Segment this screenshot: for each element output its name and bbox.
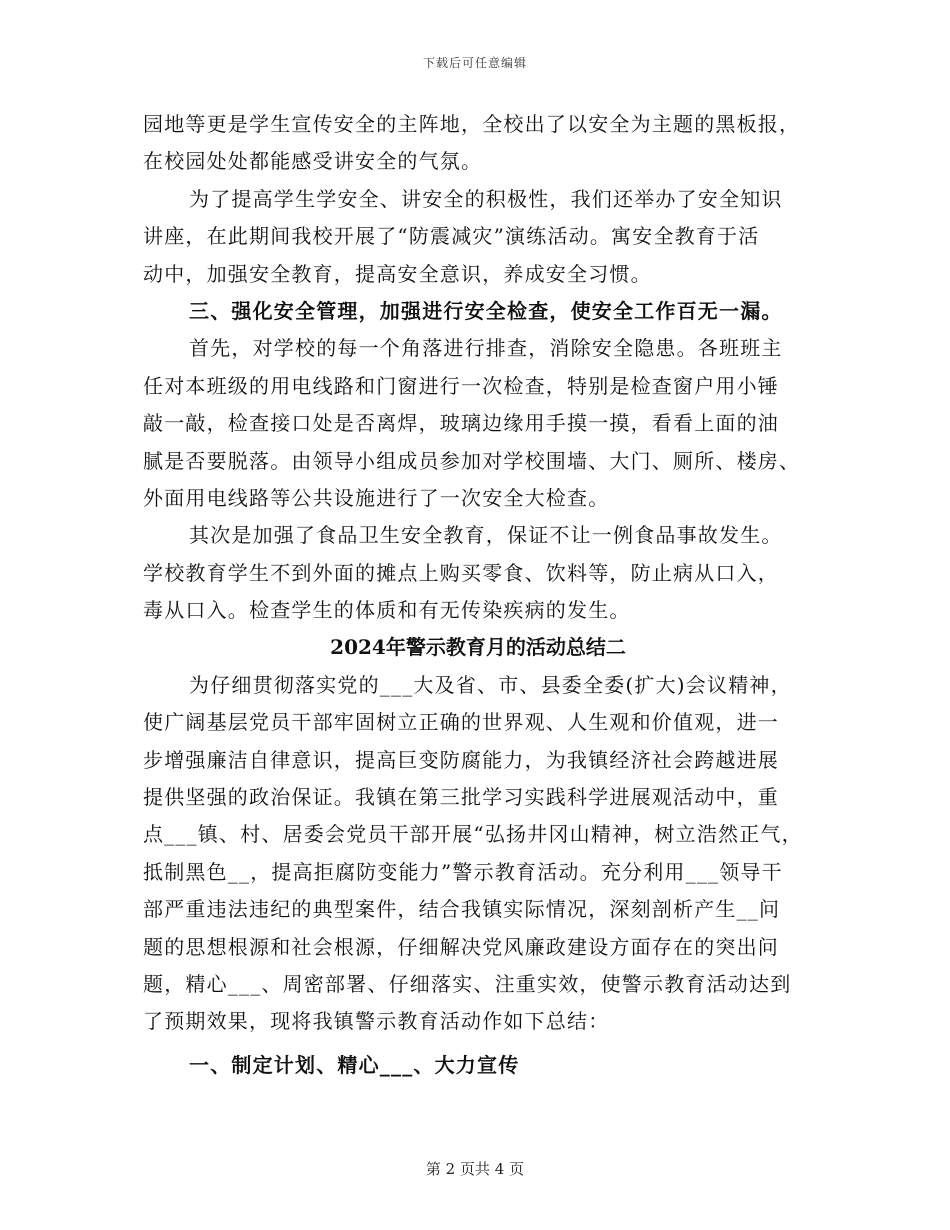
document-title: 2024年警示教育月的活动总结二 — [330, 635, 626, 660]
paragraph-line: 部严重违法违纪的典型案件，结合我镇实际情况，深刻剖析产生__问 — [143, 897, 781, 922]
paragraph-line: 点___镇、村、居委会党员干部开展“弘扬井冈山精神，树立浩然正气， — [143, 822, 803, 847]
page-footer: 第 2 页共 4 页 — [425, 1160, 525, 1178]
paragraph-line: 为了提高学生学安全、讲安全的积极性，我们还举办了安全知识 — [189, 186, 783, 211]
page-header: 下载后可任意编辑 — [422, 56, 527, 70]
paragraph-line: 使广阔基层党员干部牢固树立正确的世界观、人生观和价值观，进一 — [143, 710, 779, 735]
paragraph-line: 腻是否要脱落。由领导小组成员参加对学校围墙、大门、厕所、楼房、 — [143, 448, 801, 473]
paragraph-line: 其次是加强了食品卫生安全教育，保证不让一例食品事故发生。 — [189, 523, 783, 548]
paragraph-line: 步增强廉洁自律意识，提高巨变防腐能力，为我镇经济社会跨越进展 — [143, 747, 779, 772]
paragraph-line: 学校教育学生不到外面的摊点上购买零食、饮料等，防止病从口入， — [143, 560, 779, 585]
paragraph-line: 敲一敲，检查接口处是否离焊，玻璃边缘用手摸一摸，看看上面的油 — [143, 411, 779, 436]
paragraph-line: 提供坚强的政治保证。我镇在第三批学习实践科学进展观活动中，重 — [143, 785, 779, 810]
paragraph-line: 抵制黑色__，提高拒腐防变能力”警示教育活动。充分利用___领导干 — [143, 859, 783, 884]
paragraph-line: 讲座，在此期间我校开展了“防震减灾”演练活动。寓安全教育于活 — [143, 224, 760, 249]
paragraph-line: 为仔细贯彻落实党的___大及省、市、县委全委(扩大)会议精神， — [189, 672, 792, 697]
paragraph-line: 题的思想根源和社会根源，仔细解决党风廉政建设方面存在的突出问 — [143, 934, 779, 959]
paragraph-line: 题，精心___、周密部署、仔细落实、注重实效，使警示教育活动达到 — [143, 971, 792, 996]
paragraph-line: 了预期效果，现将我镇警示教育活动作如下总结： — [143, 1009, 610, 1034]
paragraph-line: 毒从口入。检查学生的体质和有无传染疾病的发生。 — [143, 598, 631, 623]
document-body — [143, 106, 813, 1090]
section-heading: 三、强化安全管理，加强进行安全检查，使安全工作百无一漏。 — [189, 298, 783, 323]
paragraph-line: 首先，对学校的每一个角落进行排查，消除安全隐患。各班班主 — [189, 336, 783, 361]
paragraph-line: 园地等更是学生宣传安全的主阵地，全校出了以安全为主题的黑板报， — [143, 112, 801, 136]
section-heading: 一、制定计划、精心___、大力宣传 — [189, 1052, 520, 1077]
paragraph-line: 任对本班级的用电线路和门窗进行一次检查，特别是检查窗户用小锤 — [143, 373, 779, 398]
paragraph-line: 在校园处处都能感受讲安全的气氛。 — [143, 149, 483, 174]
paragraph-line: 外面用电线路等公共设施进行了一次安全大检查。 — [143, 485, 610, 510]
paragraph-line: 动中，加强安全教育，提高安全意识，养成安全习惯。 — [143, 261, 652, 286]
